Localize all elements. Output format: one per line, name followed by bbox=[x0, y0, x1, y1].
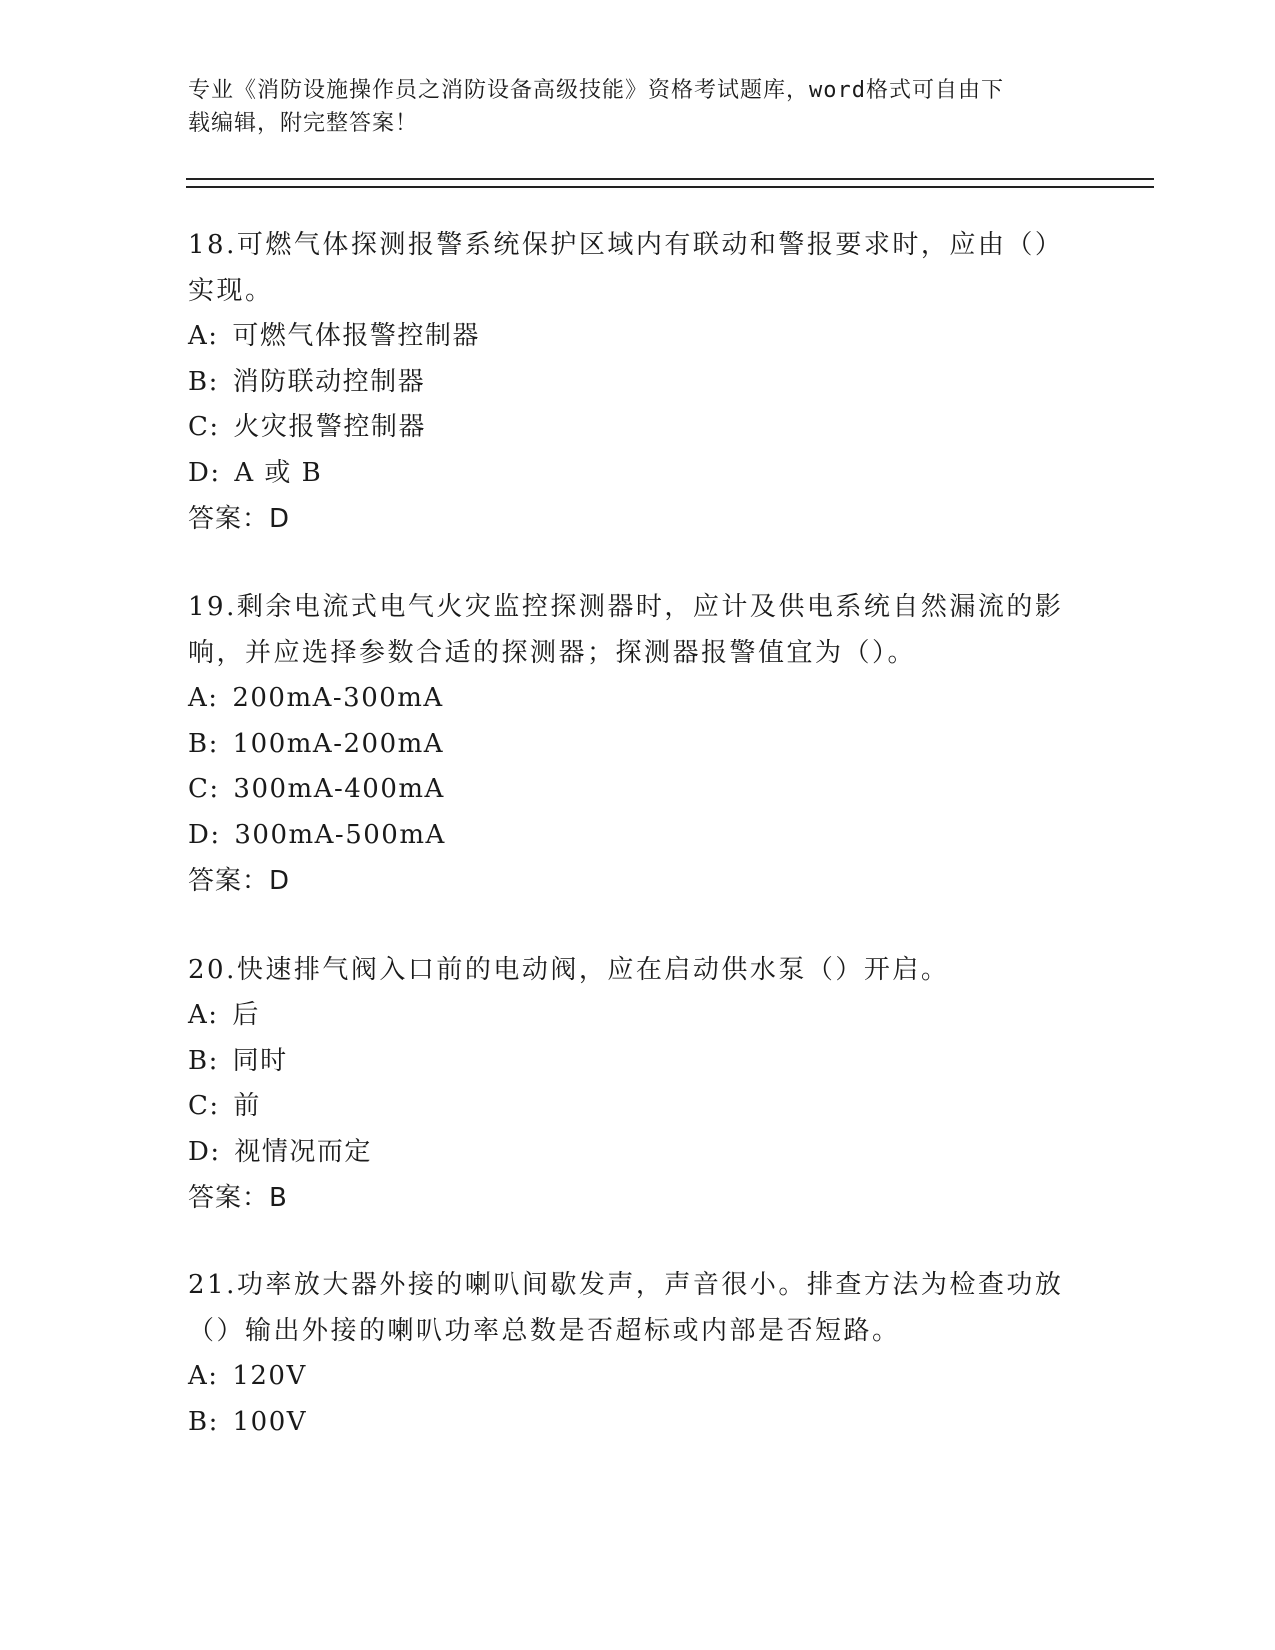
option-text: 120V bbox=[232, 1361, 307, 1391]
option-text: 可燃气体报警控制器 bbox=[232, 321, 480, 351]
option-d bbox=[188, 1130, 1088, 1176]
answer-line: 答案：B bbox=[188, 1183, 288, 1213]
option-a bbox=[188, 314, 1088, 360]
option-d bbox=[188, 813, 1088, 859]
option-a bbox=[188, 676, 1088, 722]
question-stem-line: 实现。 bbox=[188, 276, 274, 306]
option-c bbox=[188, 405, 1088, 451]
question-stem-line: （）输出外接的喇叭功率总数是否超标或内部是否短路。 bbox=[188, 1316, 901, 1346]
question-21 bbox=[188, 1262, 1088, 1445]
option-text: 视情况而定 bbox=[234, 1136, 372, 1167]
option-text: A 或 B bbox=[234, 457, 323, 488]
option-c bbox=[188, 1084, 1088, 1130]
question-19 bbox=[188, 584, 1088, 904]
option-letter: C: bbox=[188, 412, 220, 442]
option-b bbox=[188, 1039, 1088, 1085]
option-letter: A: bbox=[188, 321, 219, 351]
option-d bbox=[188, 451, 1088, 497]
option-letter: D: bbox=[188, 819, 221, 850]
header-line-2: 载编辑，附完整答案！ bbox=[188, 111, 419, 136]
option-letter: C: bbox=[188, 774, 220, 804]
option-b bbox=[188, 722, 1088, 768]
option-c bbox=[188, 767, 1088, 813]
option-letter: D: bbox=[188, 457, 221, 488]
option-letter: A: bbox=[188, 1361, 219, 1391]
question-stem-line: 响，并应选择参数合适的探测器；探测器报警值宜为（）。 bbox=[188, 638, 917, 668]
question-stem-line: 20.快速排气阀入口前的电动阀，应在启动供水泵（）开启。 bbox=[188, 955, 950, 985]
question-stem-line: 18.可燃气体探测报警系统保护区域内有联动和警报要求时，应由（） bbox=[188, 230, 1064, 260]
header-line-1: 专业《消防设施操作员之消防设备高级技能》资格考试题库，word格式可自由下 bbox=[188, 78, 1004, 103]
option-letter: B: bbox=[188, 728, 219, 759]
option-text: 200mA-300mA bbox=[232, 683, 444, 713]
answer-line: 答案：D bbox=[188, 504, 291, 534]
question-20 bbox=[188, 947, 1088, 1221]
option-text: 消防联动控制器 bbox=[232, 366, 426, 397]
option-letter: D: bbox=[188, 1136, 221, 1167]
option-text: 100V bbox=[232, 1406, 308, 1437]
option-letter: A: bbox=[188, 1000, 219, 1030]
question-18 bbox=[188, 222, 1088, 542]
question-stem-line: 19.剩余电流式电气火灾监控探测器时，应计及供电系统自然漏流的影 bbox=[188, 592, 1064, 622]
answer-line: 答案：D bbox=[188, 866, 291, 896]
option-a bbox=[188, 1354, 1088, 1400]
option-text: 同时 bbox=[232, 1045, 288, 1076]
document-header bbox=[188, 74, 1068, 140]
option-text: 300mA-400mA bbox=[233, 774, 445, 804]
option-text: 后 bbox=[232, 1000, 260, 1030]
option-letter: B: bbox=[188, 1045, 219, 1076]
option-text: 前 bbox=[233, 1091, 261, 1121]
option-text: 300mA-500mA bbox=[234, 819, 446, 850]
option-text: 火灾报警控制器 bbox=[233, 412, 426, 442]
option-letter: C: bbox=[188, 1091, 220, 1121]
header-divider bbox=[186, 178, 1154, 188]
option-letter: B: bbox=[188, 1406, 219, 1437]
question-stem-line: 21.功率放大器外接的喇叭间歇发声，声音很小。排查方法为检查功放 bbox=[188, 1270, 1064, 1300]
option-a bbox=[188, 993, 1088, 1039]
option-b bbox=[188, 360, 1088, 406]
option-letter: B: bbox=[188, 366, 219, 397]
option-letter: A: bbox=[188, 683, 219, 713]
option-text: 100mA-200mA bbox=[232, 728, 445, 759]
option-b bbox=[188, 1400, 1088, 1446]
